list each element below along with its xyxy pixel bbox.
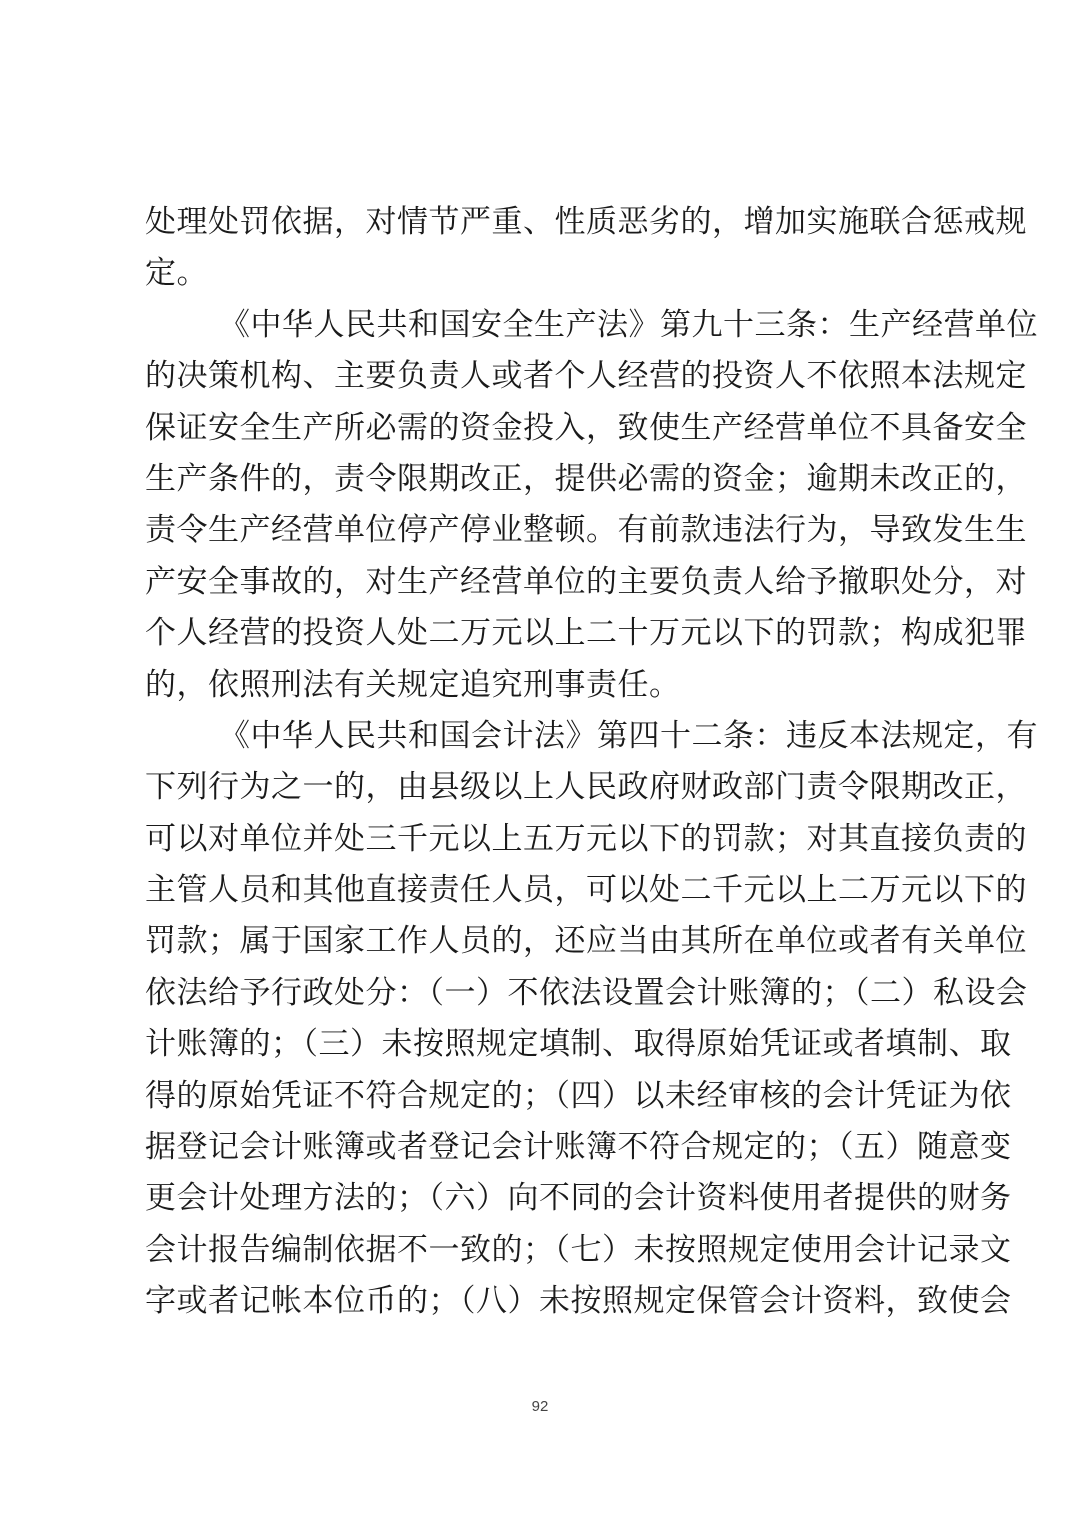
text-line: 字或者记帐本位币的；（八）未按照规定保管会计资料，致使会 bbox=[145, 1283, 1012, 1320]
paragraph-work-safety-law bbox=[145, 300, 1038, 711]
text-line: 生产条件的，责令限期改正，提供必需的资金；逾期未改正的， bbox=[145, 460, 1027, 497]
text-line: 《中华人民共和国安全生产法》第九十三条：生产经营单位 bbox=[219, 306, 1038, 343]
text-line: 可以对单位并处三千元以上五万元以下的罚款；对其直接负责的 bbox=[145, 820, 1027, 857]
text-line: 责令生产经营单位停产停业整顿。有前款违法行为，导致发生生 bbox=[145, 512, 1027, 549]
text-line: 据登记会计账簿或者登记会计账簿不符合规定的；（五）随意变 bbox=[145, 1129, 1012, 1166]
text-line: 的，依照刑法有关规定追究刑事责任。 bbox=[145, 666, 681, 703]
paragraph-continuation bbox=[145, 197, 1027, 300]
text-line: 计账簿的；（三）未按照规定填制、取得原始凭证或者填制、取 bbox=[145, 1026, 1012, 1063]
text-line: 依法给予行政处分：（一）不依法设置会计账簿的；（二）私设会 bbox=[145, 974, 1028, 1011]
text-line: 产安全事故的，对生产经营单位的主要负责人给予撤职处分，对 bbox=[145, 563, 1027, 600]
body-text bbox=[145, 197, 1038, 1328]
text-line: 《中华人民共和国会计法》第四十二条：违反本法规定，有 bbox=[219, 717, 1038, 754]
text-line: 罚款；属于国家工作人员的，还应当由其所在单位或者有关单位 bbox=[145, 923, 1027, 960]
text-line: 更会计处理方法的；（六）向不同的会计资料使用者提供的财务 bbox=[145, 1180, 1012, 1217]
text-line: 个人经营的投资人处二万元以上二十万元以下的罚款；构成犯罪 bbox=[145, 615, 1027, 652]
text-line: 得的原始凭证不符合规定的；（四）以未经审核的会计凭证为依 bbox=[145, 1077, 1012, 1114]
text-line: 的决策机构、主要负责人或者个人经营的投资人不依照本法规定 bbox=[145, 358, 1027, 395]
text-line: 主管人员和其他直接责任人员，可以处二千元以上二万元以下的 bbox=[145, 872, 1027, 909]
text-line: 定。 bbox=[145, 255, 208, 292]
text-line: 处理处罚依据，对情节严重、性质恶劣的，增加实施联合惩戒规 bbox=[145, 204, 1027, 240]
page-number: 92 bbox=[531, 1398, 549, 1415]
text-line: 会计报告编制依据不一致的；（七）未按照规定使用会计记录文 bbox=[145, 1231, 1012, 1268]
paragraph-accounting-law bbox=[145, 711, 1038, 1328]
text-line: 保证安全生产所必需的资金投入，致使生产经营单位不具备安全 bbox=[145, 409, 1027, 446]
text-line: 下列行为之一的，由县级以上人民政府财政部门责令限期改正， bbox=[145, 769, 1027, 806]
